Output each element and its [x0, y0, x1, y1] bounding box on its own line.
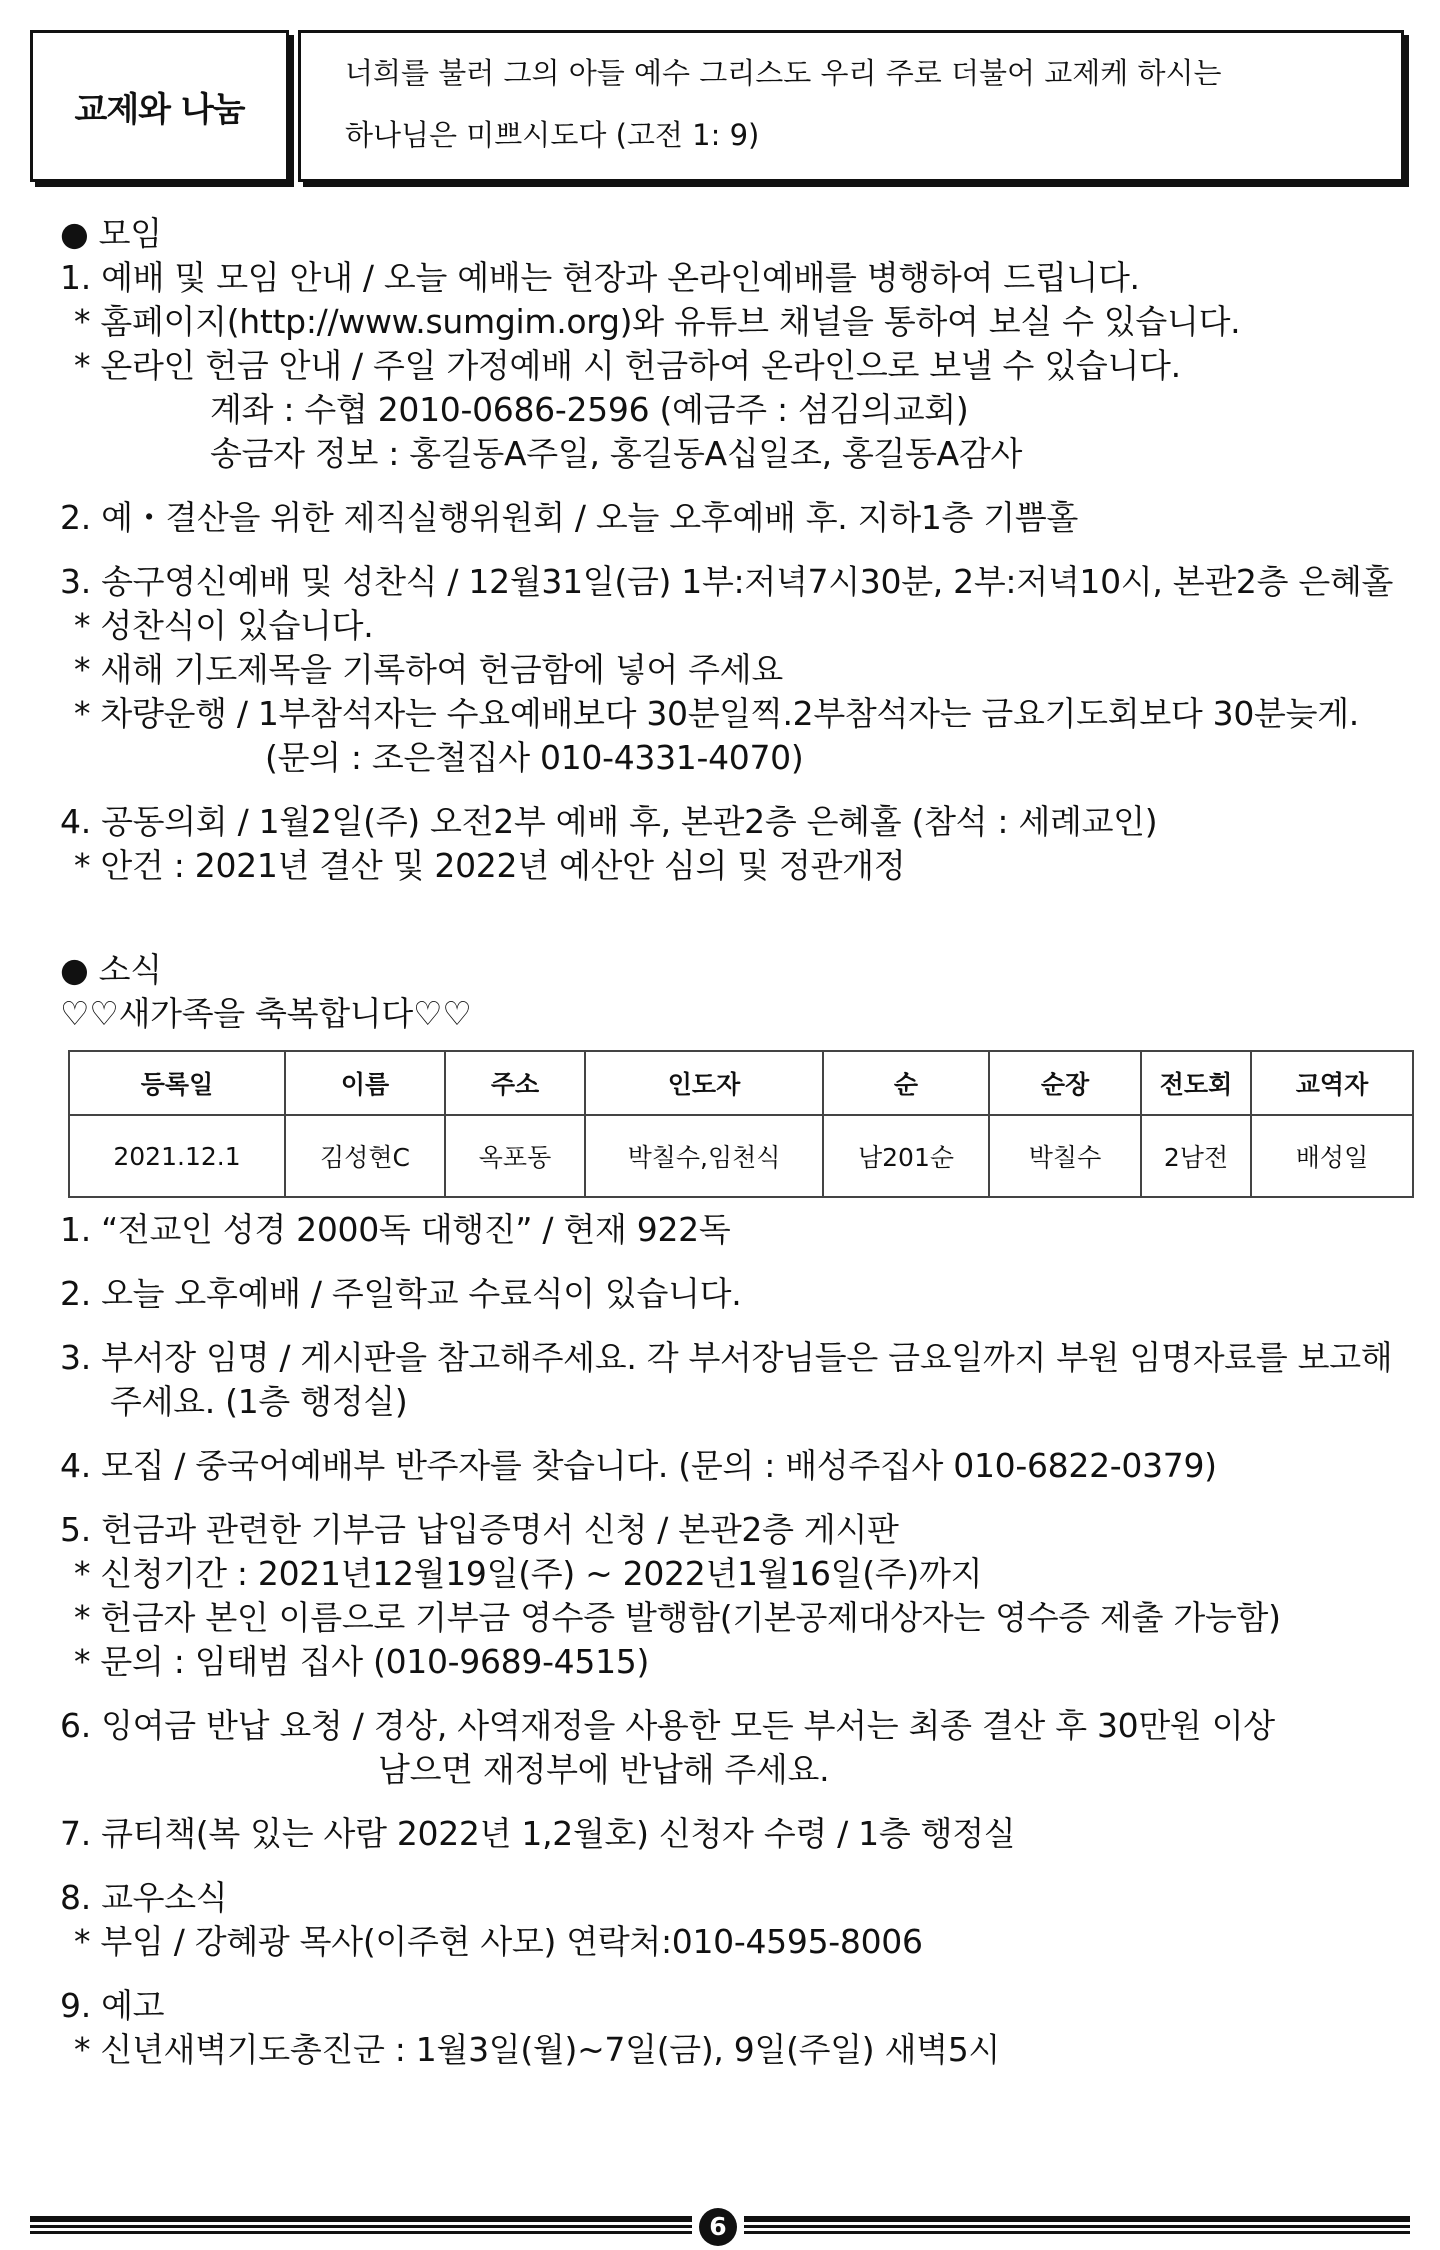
meeting-item-3-contact: (문의 : 조은철집사 010-4331-4070)	[265, 738, 804, 777]
footer-rule-left	[30, 2216, 692, 2234]
news-item-6-cont: 남으면 재정부에 반납해 주세요.	[378, 1750, 830, 1789]
verse-box	[298, 30, 1404, 182]
page-number: 6	[699, 2208, 737, 2246]
news-item-7: 7. 큐티책(복 있는 사람 2022년 1,2월호) 신청자 수령 / 1층 행정실	[60, 1814, 1016, 1853]
news-heading: ● 소식	[60, 950, 162, 989]
table-cell: 김성현C	[285, 1115, 445, 1197]
news-item-2: 2. 오늘 오후예배 / 주일학교 수료식이 있습니다.	[60, 1274, 742, 1313]
meeting-item-3: 3. 송구영신예배 및 성찬식 / 12월31일(금) 1부:저녁7시30분, 2부:저녁10시, 본관2층 은혜홀	[60, 562, 1394, 601]
table-header-row	[69, 1051, 1413, 1115]
news-item-3: 3. 부서장 임명 / 게시판을 참고해주세요. 각 부서장님들은 금요일까지 부원 임명자료를 보고해	[60, 1338, 1393, 1377]
meeting-item-3-note-2: * 새해 기도제목을 기록하여 헌금함에 넣어 주세요	[74, 650, 783, 689]
news-item-9: 9. 예고	[60, 1986, 165, 2025]
news-item-5-note-1: * 신청기간 : 2021년12월19일(주) ~ 2022년1월16일(주)까지	[74, 1554, 983, 1593]
news-item-1: 1. “전교인 성경 2000독 대행진” / 현재 922독	[60, 1210, 731, 1249]
table-cell: 남201순	[823, 1115, 989, 1197]
column-header: 이름	[285, 1051, 445, 1115]
column-header: 순	[823, 1051, 989, 1115]
verse-line-1: 너희를 불러 그의 아들 예수 그리스도 우리 주로 더불어 교제케 하시는	[345, 56, 1222, 90]
column-header: 주소	[445, 1051, 585, 1115]
table-cell: 박칠수	[989, 1115, 1141, 1197]
table-cell: 2남전	[1141, 1115, 1251, 1197]
meeting-item-1: 1. 예배 및 모임 안내 / 오늘 예배는 현장과 온라인예배를 병행하여 드립니다.	[60, 258, 1140, 297]
news-item-8: 8. 교우소식	[60, 1878, 228, 1917]
news-item-8-note-1: * 부임 / 강혜광 목사(이주현 사모) 연락처:010-4595-8006	[74, 1922, 923, 1961]
news-item-9-note-1: * 신년새벽기도총진군 : 1월3일(월)~7일(금), 9일(주일) 새벽5시	[74, 2030, 1000, 2069]
column-header: 교역자	[1251, 1051, 1413, 1115]
new-family-table	[68, 1050, 1414, 1198]
meeting-item-1-note-2: * 온라인 헌금 안내 / 주일 가정예배 시 헌금하여 온라인으로 보낼 수 있습니다.	[74, 346, 1181, 385]
footer	[30, 2208, 1410, 2248]
bulletin-content	[60, 212, 1400, 2072]
header	[30, 30, 1410, 188]
news-item-4: 4. 모집 / 중국어예배부 반주자를 찾습니다. (문의 : 배성주집사 010-6822-0379)	[60, 1446, 1217, 1485]
table-cell: 옥포동	[445, 1115, 585, 1197]
table-row	[69, 1115, 1413, 1197]
verse-line-2: 하나님은 미쁘시도다 (고전 1: 9)	[345, 118, 760, 152]
meeting-item-1-note-1: * 홈페이지(http://www.sumgim.org)와 유튜브 채널을 통하여 보실 수 있습니다.	[74, 302, 1241, 341]
meeting-item-4-note-1: * 안건 : 2021년 결산 및 2022년 예산안 심의 및 정관개정	[74, 846, 906, 885]
news-item-3-cont: 주세요. (1층 행정실)	[110, 1382, 408, 1421]
sender-info: 송금자 정보 : 홍길동A주일, 홍길동A십일조, 홍길동A감사	[210, 434, 1023, 473]
news-item-6: 6. 잉여금 반납 요청 / 경상, 사역재정을 사용한 모든 부서는 최종 결산 후 30만원 이상	[60, 1706, 1275, 1745]
table-cell: 배성일	[1251, 1115, 1413, 1197]
column-header: 인도자	[585, 1051, 823, 1115]
column-header: 등록일	[69, 1051, 285, 1115]
meeting-item-2: 2. 예・결산을 위한 제직실행위원회 / 오늘 오후예배 후. 지하1층 기쁨홀	[60, 498, 1079, 537]
meeting-item-4: 4. 공동의회 / 1월2일(주) 오전2부 예배 후, 본관2층 은혜홀 (참석 : 세례교인)	[60, 802, 1158, 841]
footer-rule-right	[744, 2216, 1410, 2234]
meeting-item-3-note-1: * 성찬식이 있습니다.	[74, 606, 374, 645]
news-item-5-note-2: * 헌금자 본인 이름으로 기부금 영수증 발행함(기본공제대상자는 영수증 제출 가능함)	[74, 1598, 1281, 1637]
news-item-5: 5. 헌금과 관련한 기부금 납입증명서 신청 / 본관2층 게시판	[60, 1510, 899, 1549]
section-title-box	[30, 30, 289, 182]
column-header: 순장	[989, 1051, 1141, 1115]
table-cell: 박칠수,임천식	[585, 1115, 823, 1197]
meeting-item-3-note-3: * 차량운행 / 1부참석자는 수요예배보다 30분일찍.2부참석자는 금요기도회보다 30분늦게.	[74, 694, 1359, 733]
table-cell: 2021.12.1	[69, 1115, 285, 1197]
section-title: 교제와 나눔	[74, 89, 245, 130]
new-family-heading: ♡♡새가족을 축복합니다♡♡	[60, 994, 472, 1033]
meeting-heading: ● 모임	[60, 214, 162, 253]
news-item-5-note-3: * 문의 : 임태범 집사 (010-9689-4515)	[74, 1642, 650, 1681]
column-header: 전도회	[1141, 1051, 1251, 1115]
account-info: 계좌 : 수협 2010-0686-2596 (예금주 : 섬김의교회)	[210, 390, 969, 429]
